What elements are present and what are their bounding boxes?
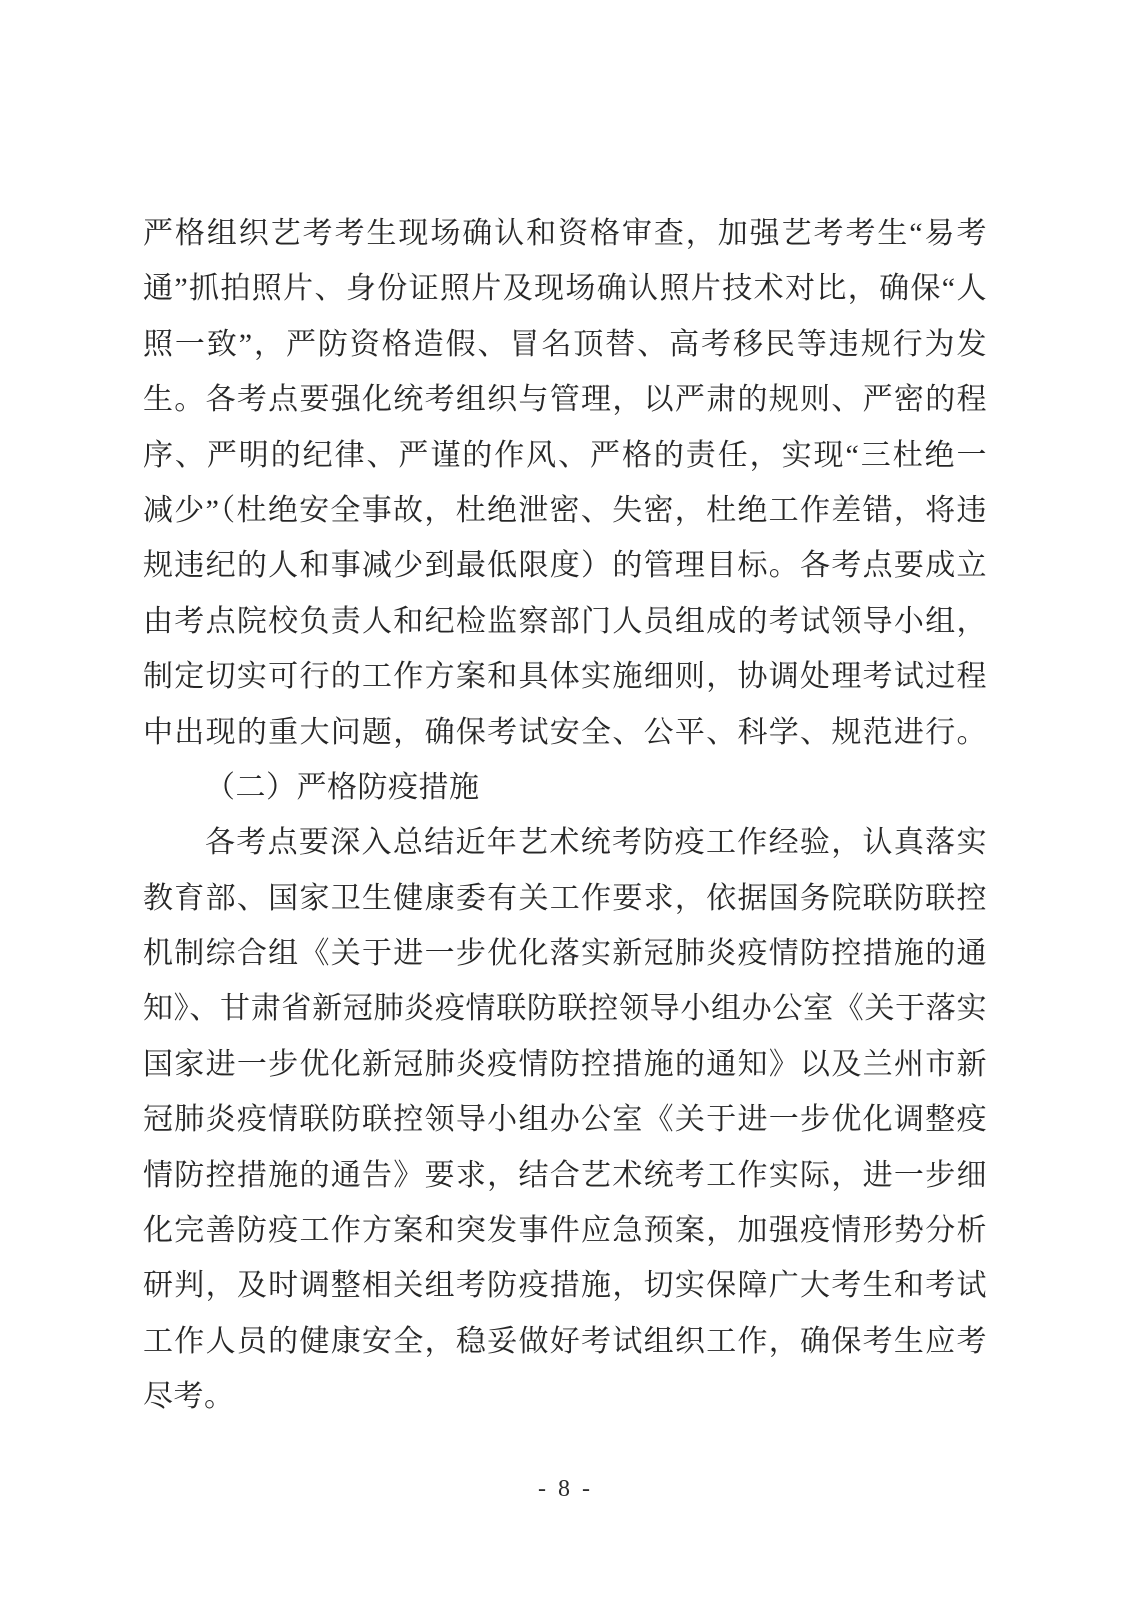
text-line: 情防控措施的通告》要求，结合艺术统考工作实际，进一步细 bbox=[143, 1158, 987, 1192]
text-line: 工作人员的健康安全，稳妥做好考试组织工作，确保考生应考 bbox=[143, 1324, 987, 1358]
text-line: 减少”（杜绝安全事故，杜绝泄密、失密，杜绝工作差错，将违 bbox=[143, 493, 987, 527]
text-line: 由考点院校负责人和纪检监察部门人员组成的考试领导小组， bbox=[143, 604, 987, 638]
text-line: 严格组织艺考考生现场确认和资格审查，加强艺考考生“易考 bbox=[143, 217, 987, 250]
text-line: 各考点要深入总结近年艺术统考防疫工作经验，认真落实 bbox=[205, 826, 987, 860]
text-line: 中出现的重大问题，确保考试安全、公平、科学、规范进行。 bbox=[143, 715, 987, 749]
section-heading: （二）严格防疫措施 bbox=[205, 770, 480, 804]
text-line: 机制综合组《关于进一步优化落实新冠肺炎疫情防控措施的通 bbox=[143, 937, 987, 971]
text-line: 序、严明的纪律、严谨的作风、严格的责任，实现“三杜绝一 bbox=[143, 438, 987, 472]
text-line: 化完善防疫工作方案和突发事件应急预案，加强疫情形势分析 bbox=[143, 1214, 987, 1248]
text-line: 制定切实可行的工作方案和具体实施细则，协调处理考试过程 bbox=[143, 660, 987, 694]
text-line: 冠肺炎疫情联防联控领导小组办公室《关于进一步优化调整疫 bbox=[143, 1103, 987, 1137]
text-line: 教育部、国家卫生健康委有关工作要求，依据国务院联防联控 bbox=[143, 881, 987, 915]
text-line: 规违纪的人和事减少到最低限度）的管理目标。各考点要成立 bbox=[143, 549, 987, 583]
text-line: 生。各考点要强化统考组织与管理，以严肃的规则、严密的程 bbox=[143, 383, 987, 417]
text-line: 国家进一步优化新冠肺炎疫情防控措施的通知》以及兰州市新 bbox=[143, 1047, 987, 1081]
text-block bbox=[143, 206, 987, 1425]
text-line: 照一致”，严防资格造假、冒名顶替、高考移民等违规行为发 bbox=[143, 327, 987, 361]
text-line: 知》、甘肃省新冠肺炎疫情联防联控领导小组办公室《关于落实 bbox=[143, 992, 987, 1026]
text-line: 通”抓拍照片、身份证照片及现场确认照片技术对比，确保“人 bbox=[143, 272, 987, 306]
text-line: 研判，及时调整相关组考防疫措施，切实保障广大考生和考试 bbox=[143, 1269, 987, 1303]
text-line: 尽考。 bbox=[143, 1380, 235, 1414]
page-number: - 8 - bbox=[538, 1476, 593, 1502]
